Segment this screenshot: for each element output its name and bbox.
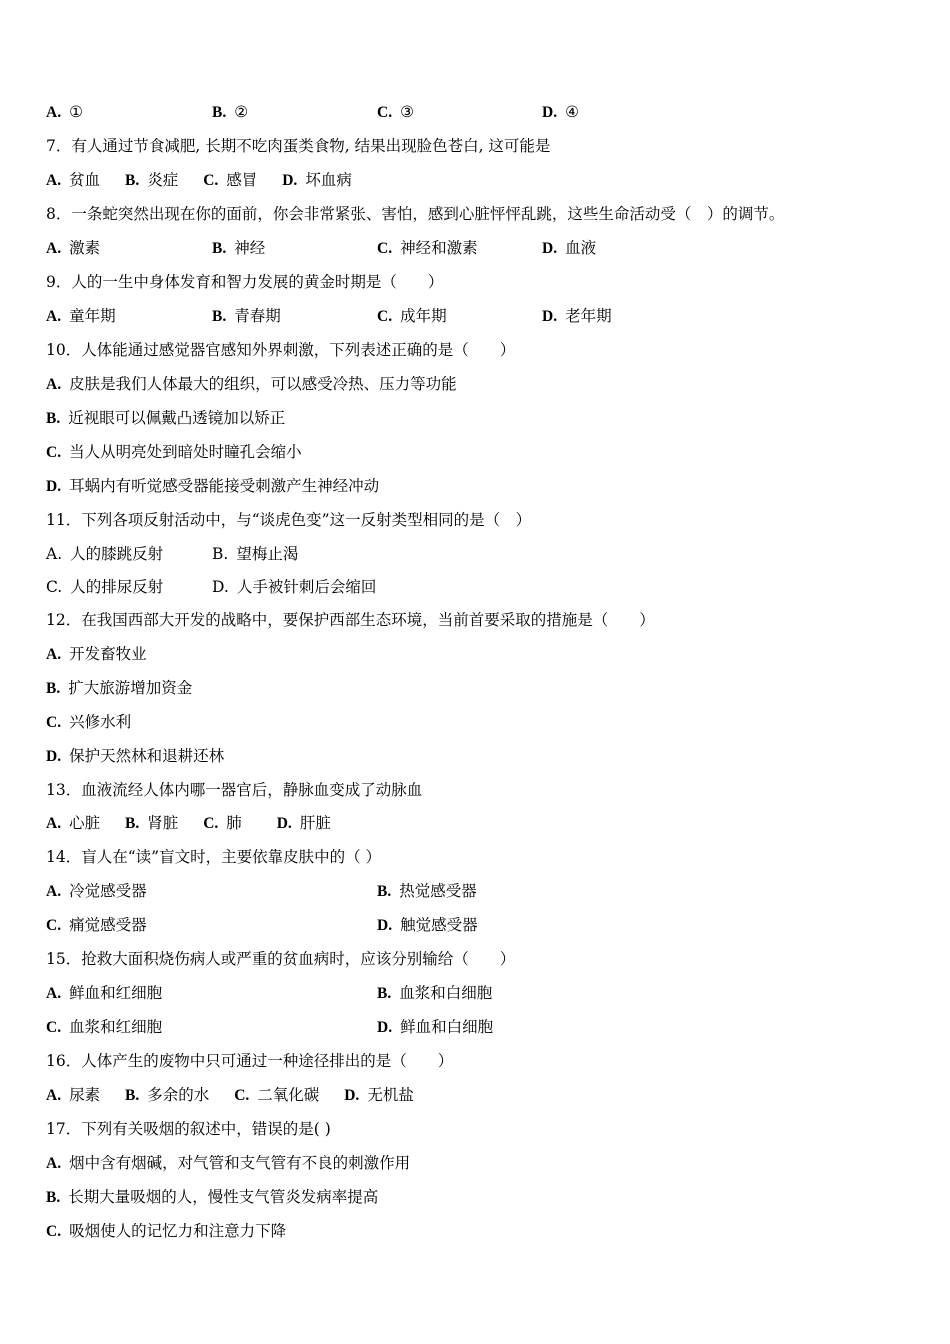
q11-option-c: C. 人的排尿反射 [46, 578, 164, 596]
q10-option-a: A. 皮肤是我们人体最大的组织，可以感受冷热、压力等功能 [46, 375, 457, 393]
q13-option-b: B. 肾脏 [125, 814, 179, 832]
q13-option-d: D. 肝脏 [276, 814, 331, 832]
q7-stem: 7．有人通过节食减肥, 长期不吃肉蛋类食物, 结果出现脸色苍白, 这可能是 [46, 137, 551, 155]
q6-option-d: D. ④ [542, 103, 579, 121]
q15-option-a: A. 鲜血和红细胞 [46, 984, 163, 1002]
q16-option-c: C. 二氧化碳 [234, 1086, 320, 1104]
q8-option-b: B. 神经 [212, 239, 266, 257]
q15-option-c: C. 血浆和红细胞 [46, 1018, 163, 1036]
q14-option-c: C. 痛觉感受器 [46, 916, 147, 934]
q11-stem: 11．下列各项反射活动中，与“谈虎色变”这一反射类型相同的是（ ） [46, 511, 532, 529]
q12-option-b: B. 扩大旅游增加资金 [46, 679, 193, 697]
q7-options [46, 168, 352, 192]
q14-stem: 14．盲人在“读”盲文时，主要依靠皮肤中的（ ） [46, 848, 381, 866]
q17-option-c: C. 吸烟使人的记忆力和注意力下降 [46, 1222, 287, 1240]
q6-option-b: B. ② [212, 103, 249, 121]
q12-option-a: A. 开发畜牧业 [46, 645, 147, 663]
q13-stem: 13．血液流经人体内哪一器官后，静脉血变成了动脉血 [46, 781, 423, 799]
q8-option-a: A. 激素 [46, 239, 101, 257]
q10-option-b: B. 近视眼可以佩戴凸透镜加以矫正 [46, 409, 286, 427]
q17-option-b: B. 长期大量吸烟的人，慢性支气管炎发病率提高 [46, 1188, 379, 1206]
q9-option-c: C. 成年期 [377, 307, 447, 325]
q17-option-a: A. 烟中含有烟碱，对气管和支气管有不良的刺激作用 [46, 1154, 411, 1172]
q10-stem: 10．人体能通过感觉器官感知外界刺激，下列表述正确的是（ ） [46, 341, 516, 359]
q7-option-d: D. 坏血病 [282, 171, 352, 189]
q17-stem: 17．下列有关吸烟的叙述中，错误的是( ) [46, 1120, 331, 1138]
q8-option-c: C. 神经和激素 [377, 239, 478, 257]
q14-option-b: B. 热觉感受器 [377, 882, 477, 900]
q15-option-b: B. 血浆和白细胞 [377, 984, 493, 1002]
q10-option-d: D. 耳蜗内有听觉感受器能接受刺激产生神经冲动 [46, 477, 380, 495]
q16-option-a: A. 尿素 [46, 1086, 101, 1104]
q12-option-c: C. 兴修水利 [46, 713, 132, 731]
q16-option-b: B. 多余的水 [125, 1086, 210, 1104]
q10-option-c: C. 当人从明亮处到暗处时瞳孔会缩小 [46, 443, 302, 461]
q12-option-d: D. 保护天然林和退耕还林 [46, 747, 225, 765]
q14-option-a: A. 冷觉感受器 [46, 882, 147, 900]
q13-option-a: A. 心脏 [46, 814, 101, 832]
q11-option-d: D. 人手被针刺后会缩回 [212, 578, 377, 596]
q9-option-b: B. 青春期 [212, 307, 281, 325]
q15-option-d: D. 鲜血和白细胞 [377, 1018, 494, 1036]
q7-option-c: C. 感冒 [203, 171, 258, 189]
q16-options [46, 1083, 414, 1107]
q6-option-a: A. ① [46, 103, 83, 121]
q15-stem: 15．抢救大面积烧伤病人或严重的贫血病时，应该分别输给（ ） [46, 950, 516, 968]
q9-stem: 9．人的一生中身体发育和智力发展的黄金时期是（ ） [46, 273, 444, 291]
q13-options [46, 811, 331, 835]
q7-option-b: B. 炎症 [125, 171, 179, 189]
q13-option-c: C. 肺 [203, 814, 242, 832]
q16-stem: 16．人体产生的废物中只可通过一种途径排出的是（ ） [46, 1052, 454, 1070]
q11-option-b: B. 望梅止渴 [212, 545, 299, 563]
q9-option-a: A. 童年期 [46, 307, 116, 325]
q12-stem: 12．在我国西部大开发的战略中，要保护西部生态环境，当前首要采取的措施是（ ） [46, 611, 655, 629]
q11-option-a: A. 人的膝跳反射 [46, 545, 164, 563]
q8-option-d: D. 血液 [542, 239, 597, 257]
q9-option-d: D. 老年期 [542, 307, 612, 325]
q14-option-d: D. 触觉感受器 [377, 916, 478, 934]
q7-option-a: A. 贫血 [46, 171, 101, 189]
q16-option-d: D. 无机盐 [344, 1086, 414, 1104]
q8-stem: 8．一条蛇突然出现在你的面前，你会非常紧张、害怕，感到心脏怦怦乱跳，这些生命活动受（ ）的调节。 [46, 205, 785, 223]
q6-option-c: C. ③ [377, 103, 414, 121]
